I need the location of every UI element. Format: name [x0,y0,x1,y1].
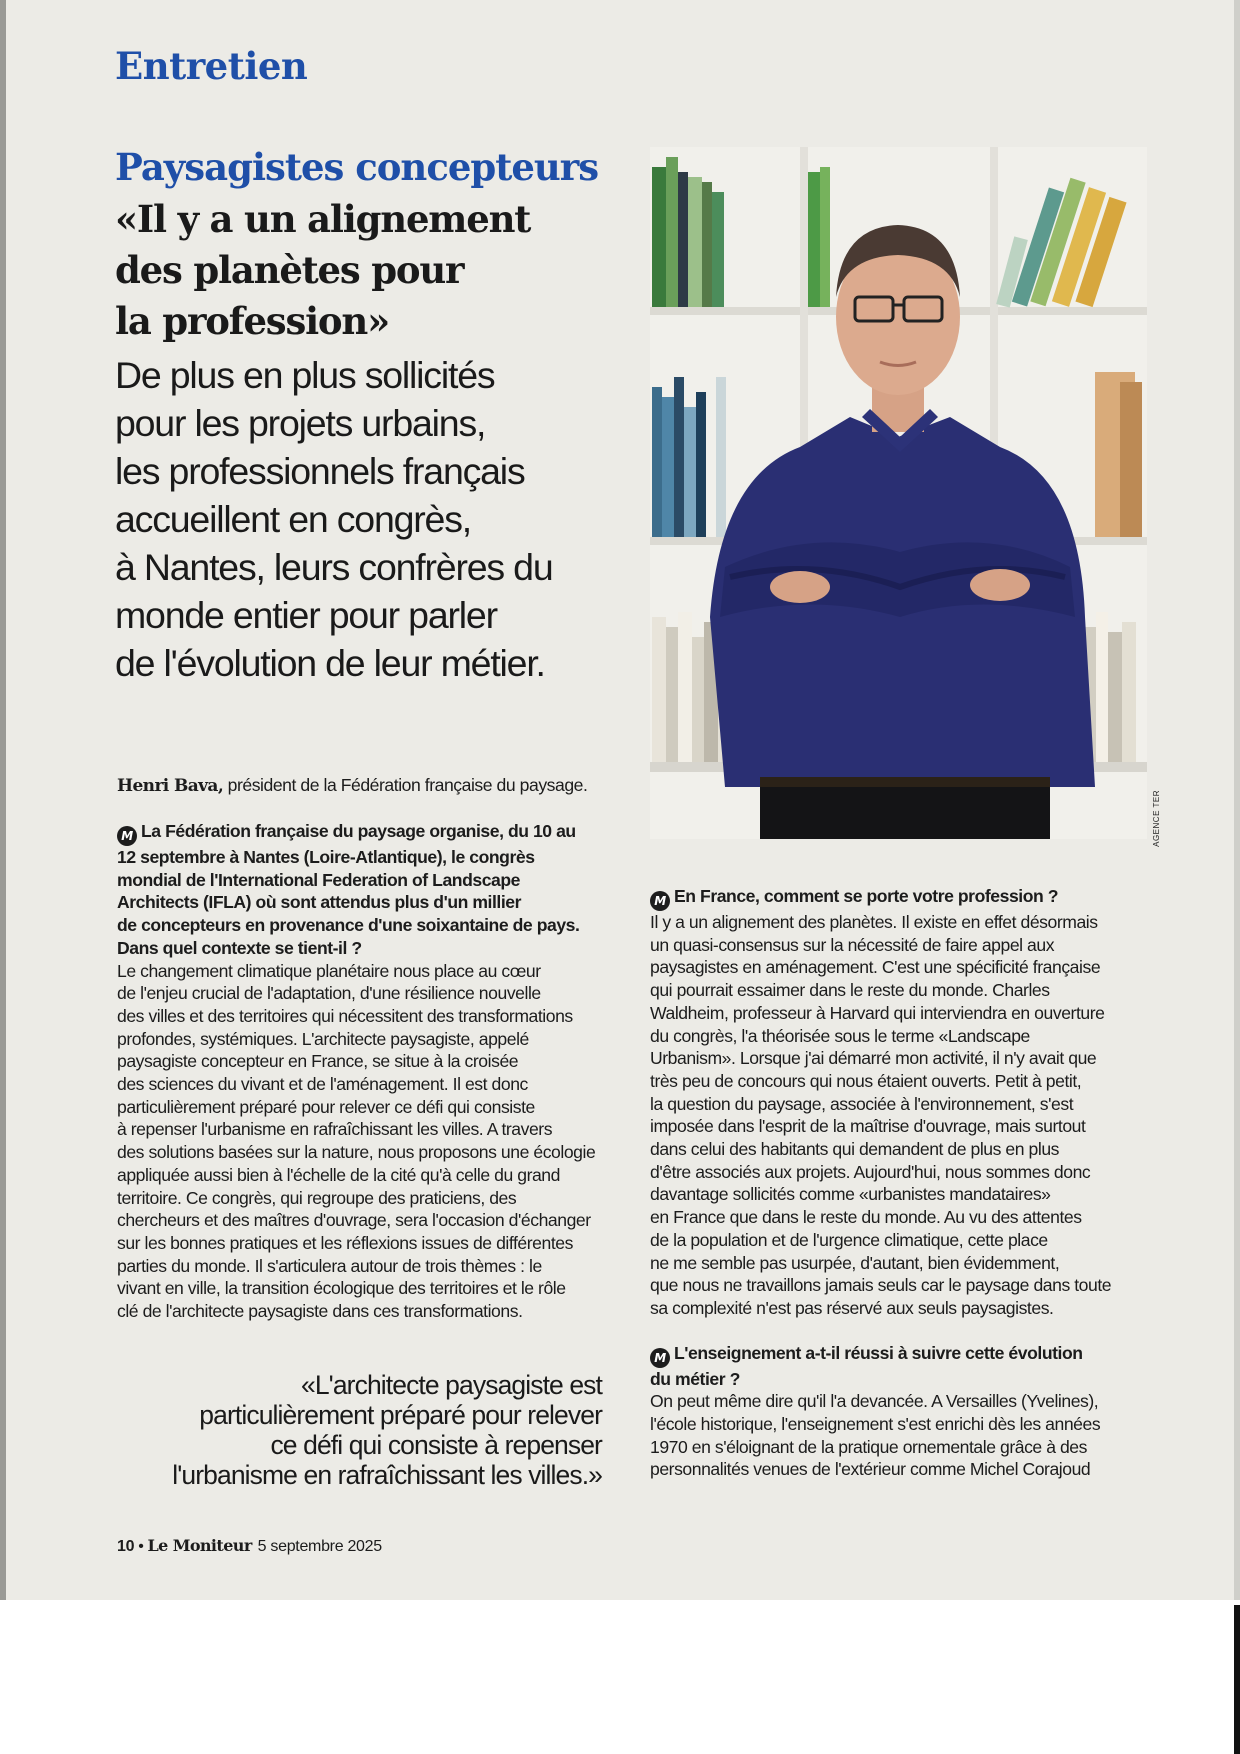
interviewee-name: Henri Bava, [117,776,224,796]
magazine-name: Le Moniteur [147,1536,252,1555]
photo-credit: AGENCE TER [1152,790,1161,847]
pull-quote-line: ce défi qui consiste à repenser [270,1430,602,1460]
answer-line: particulièrement préparé pour relever ce défi qui consiste [117,1096,535,1117]
question-line: M L'enseignement a-t-il réussi à suivre cette évolution [650,1342,1160,1368]
answer-line: la question du paysage, associée à l'environnement, s'est [650,1093,1074,1114]
footer-bullet: • [138,1538,144,1555]
standfirst [115,351,635,687]
answer-3 [650,1390,1160,1481]
answer-line: que nous ne travaillons jamais seuls car le paysage dans toute [650,1275,1112,1296]
answer-line: On peut même dire qu'il l'a devancée. A Versailles (Yvelines), [650,1391,1099,1412]
answer-2 [650,911,1160,1320]
answer-line: paysagiste concepteur en France, se situe à la croisée [117,1051,519,1072]
answer-line: appliquée aussi bien à l'échelle de la cité qu'à celle du grand [117,1164,560,1185]
le-moniteur-qa-icon: M [117,826,137,846]
question-line: de concepteurs en provenance d'une soixantaine de pays. [117,915,580,936]
section-label: Entretien [115,44,308,88]
answer-line: Le changement climatique planétaire nous place au cœur [117,960,541,981]
pull-quote [115,1370,602,1490]
le-moniteur-qa-icon: M [650,891,670,911]
question-line: Architects (IFLA) où sont attendus plus d'un millier [117,892,522,913]
pull-quote-line: particulièrement préparé pour relever [199,1400,602,1430]
answer-line: très peu de concours qui nous étaient ouverts. Petit à petit, [650,1070,1082,1091]
pull-quote-line: l'urbanisme en rafraîchissant les villes.» [172,1460,602,1490]
portrait-photo [650,147,1147,839]
answer-line: sa complexité n'est pas réservé aux seuls paysagistes. [650,1297,1054,1318]
standfirst-line: accueillent en congrès, [115,498,471,540]
answer-line: de la population et de l'urgence climatique, cette place [650,1229,1048,1250]
answer-line: sur les bonnes pratiques et les réflexions issues de différentes [117,1232,573,1253]
left-column [117,820,637,1323]
question-2 [650,885,1160,911]
page-number: 10 [117,1538,135,1555]
question-line: M La Fédération française du paysage organise, du 10 au [117,820,637,846]
le-moniteur-qa-icon: M [650,1348,670,1368]
answer-line: paysagistes en aménagement. C'est une spécificité française [650,957,1101,978]
page-footer [117,1536,382,1556]
question-1 [117,820,637,960]
answer-line: des sciences du vivant et de l'aménagement. Il est donc [117,1074,528,1095]
article-title [115,194,635,347]
headline-block [115,145,635,687]
standfirst-line: de l'évolution de leur métier. [115,642,545,684]
answer-line: qui pourrait essaimer dans le reste du monde. Charles [650,980,1050,1001]
answer-line: vivant en ville, la transition écologique des territoires et le rôle [117,1278,566,1299]
answer-line: l'école historique, l'enseignement s'est enrichi dès les années [650,1414,1101,1435]
standfirst-line: De plus en plus sollicités [115,354,495,396]
answer-line: territoire. Ce congrès, qui regroupe des praticiens, des [117,1187,517,1208]
standfirst-line: les professionnels français [115,450,525,492]
answer-line: un quasi-consensus sur la nécessité de faire appel aux [650,934,1055,955]
answer-line: des solutions basées sur la nature, nous proposons une écologie [117,1142,596,1163]
answer-line: chercheurs et des maîtres d'ouvrage, sera l'occasion d'échanger [117,1210,591,1231]
right-column [650,885,1160,1481]
answer-line: profondes, systémiques. L'architecte paysagiste, appelé [117,1028,529,1049]
answer-line: Urbanism». Lorsque j'ai démarré mon activité, il n'y avait que [650,1048,1097,1069]
answer-line: des villes et des territoires qui nécessitent des transformations [117,1005,573,1026]
question-line: mondial de l'International Federation of Landscape [117,869,521,890]
answer-line: 1970 en s'éloignant de la pratique ornementale grâce à des [650,1436,1087,1457]
title-line: des planètes pour [115,248,464,292]
standfirst-line: pour les projets urbains, [115,402,486,444]
issue-date: 5 septembre 2025 [257,1538,382,1555]
title-line: «Il y a un alignement [115,197,531,241]
answer-line: davantage sollicités comme «urbanistes mandataires» [650,1184,1051,1205]
kicker: Paysagistes concepteurs [115,145,599,189]
scan-right-edge [1234,0,1240,1600]
answer-line: parties du monde. Il s'articulera autour de trois thèmes : le [117,1255,542,1276]
pull-quote-line: «L'architecte paysagiste est [301,1370,602,1400]
answer-line: clé de l'architecte paysagiste dans ces transformations. [117,1301,523,1322]
answer-line: en France que dans le reste du monde. Au vu des attentes [650,1207,1082,1228]
question-line: du métier ? [650,1368,740,1389]
answer-line: du congrès, l'a théorisée sous le terme «Landscape [650,1025,1030,1046]
byline [117,775,587,796]
answer-line: de l'enjeu crucial de l'adaptation, d'une résilience nouvelle [117,983,541,1004]
question-3 [650,1342,1160,1391]
answer-line: personnalités venues de l'extérieur comme Michel Corajoud [650,1459,1091,1480]
question-line: Dans quel contexte se tient-il ? [117,937,362,958]
answer-line: imposée dans l'esprit de la maîtrise d'ouvrage, mais surtout [650,1116,1086,1137]
scan-right-bar [1234,1605,1240,1754]
answer-1 [117,960,637,1323]
answer-line: d'être associés aux projets. Aujourd'hui, nous sommes donc [650,1161,1091,1182]
standfirst-line: à Nantes, leurs confrères du [115,546,553,588]
title-line: la profession» [115,299,390,343]
question-line: 12 septembre à Nantes (Loire-Atlantique), le congrès [117,847,535,867]
answer-line: à repenser l'urbanisme en rafraîchissant les villes. A travers [117,1119,553,1140]
answer-line: Waldheim, professeur à Harvard qui interviendra en ouverture [650,1002,1105,1023]
answer-line: ne me semble pas usurpée, d'autant, bien évidemment, [650,1252,1060,1273]
answer-line: Il y a un alignement des planètes. Il existe en effet désormais [650,912,1098,932]
question-line: M En France, comment se porte votre profession ? [650,885,1160,911]
answer-line: dans celui des habitants qui demandent de plus en plus [650,1139,1060,1160]
scan-left-edge [0,0,6,1600]
interviewee-role: président de la Fédération française du paysage. [223,775,588,795]
portrait-illustration [650,147,1147,839]
standfirst-line: monde entier pour parler [115,594,497,636]
